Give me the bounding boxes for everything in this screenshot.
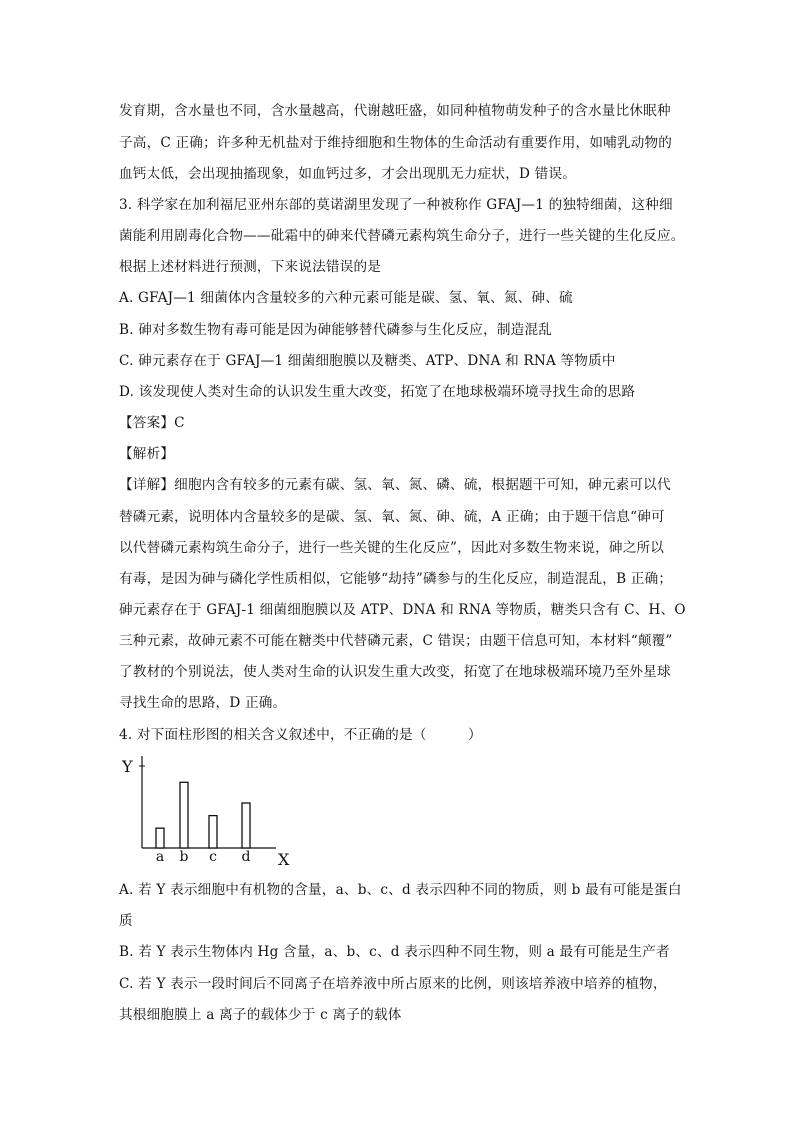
bar-c [209, 816, 217, 848]
explanation-line: 三种元素，故砷元素不可能在糖类中代替磷元素，C 错误；由题干信息可知，本材料“颠覆” [119, 633, 673, 649]
y-axis-label: Y [122, 757, 133, 776]
paragraph-line: 血钙太低，会出现抽搐现象，如血钙过多，才会出现肌无力症状，D 错误。 [119, 166, 577, 182]
paragraph-line: 子高，C 正确；许多种无机盐对于维持细胞和生物体的生命活动有重要作用，如哺乳动物的 [119, 135, 673, 151]
tick-label-b: b [179, 849, 189, 865]
analysis-label: 【解析】 [119, 446, 175, 462]
bar-chart [118, 752, 298, 870]
explanation-line: 【详解】细胞内含有较多的元素有碳、氢、氧、氮、磷、硫，根据题干可知，砷元素可以代 [119, 477, 671, 493]
option-b: B. 若 Y 表示生物体内 Hg 含量，a、b、c、d 表示四种不同生物，则 a 最有可能是生产者 [119, 944, 670, 960]
question-3-stem: 3. 科学家在加利福尼亚州东部的莫诺湖里发现了一种被称作 GFAJ—1 的独特细菌，这种细 [119, 197, 673, 213]
explanation-line: 了教材的个别说法，使人类对生命的认识发生重大改变，拓宽了在地球极端环境乃至外星球 [119, 664, 671, 680]
option-b: B. 砷对多数生物有毒可能是因为砷能够替代磷参与生化反应，制造混乱 [119, 322, 553, 338]
option-d: D. 该发现使人类对生命的认识发生重大改变，拓宽了在地球极端环境寻找生命的思路 [119, 384, 636, 400]
explanation-line: 寻找生命的思路，D 正确。 [119, 695, 287, 711]
bar-d [242, 803, 250, 848]
bar-a [156, 828, 164, 848]
bar-b [180, 782, 188, 848]
answer-label: 【答案】C [119, 415, 185, 431]
tick-label-a: a [155, 849, 165, 865]
option-a: A. 若 Y 表示细胞中有机物的含量，a、b、c、d 表示四种不同的物质，则 b 最有可能是蛋白 [119, 882, 682, 898]
question-3-stem: 菌能利用剧毒化合物——砒霜中的砷来代替磷元素构筑生命分子，进行一些关键的生化反应。 [119, 228, 685, 244]
option-c: C. 若 Y 表示一段时间后不同离子在培养液中所占原来的比例，则该培养液中培养的植物， [119, 976, 667, 992]
question-3-stem: 根据上述材料进行预测，下来说法错误的是 [119, 259, 382, 275]
paragraph-line: 发育期，含水量也不同，含水量越高，代谢越旺盛，如同种植物萌发种子的含水量比休眠种 [119, 103, 671, 119]
option-a-continued: 质 [119, 913, 133, 929]
option-c: C. 砷元素存在于 GFAJ—1 细菌细胞膜以及糖类、ATP、DNA 和 RNA 等物质中 [119, 353, 616, 369]
question-4-stem: 4. 对下面柱形图的相关含义叙述中，不正确的是（ ） [119, 727, 482, 743]
explanation-line: 以代替磷元素构筑生命分子，进行一些关键的生化反应”，因此对多数生物来说，砷之所以 [119, 540, 665, 556]
explanation-line: 替磷元素，说明体内含量较多的是碳、氢、氧、氮、砷、硫，A 正确；由于题干信息“砷可 [119, 509, 665, 525]
explanation-line: 砷元素存在于 GFAJ-1 细菌细胞膜以及 ATP、DNA 和 RNA 等物质，糖类只含有 C、H、O [119, 602, 686, 618]
tick-label-d: d [241, 849, 251, 865]
explanation-line: 有毒，是因为砷与磷化学性质相似，它能够“劫持”磷参与的生化反应，制造混乱，B 正确； [119, 571, 673, 587]
option-c-continued: 其根细胞膜上 a 离子的载体少于 c 离子的载体 [119, 1007, 402, 1023]
tick-label-c: c [209, 849, 217, 865]
option-a: A. GFAJ—1 细菌体内含量较多的六种元素可能是碳、氢、氧、氮、砷、硫 [119, 290, 573, 306]
x-axis-label: X [278, 850, 290, 869]
